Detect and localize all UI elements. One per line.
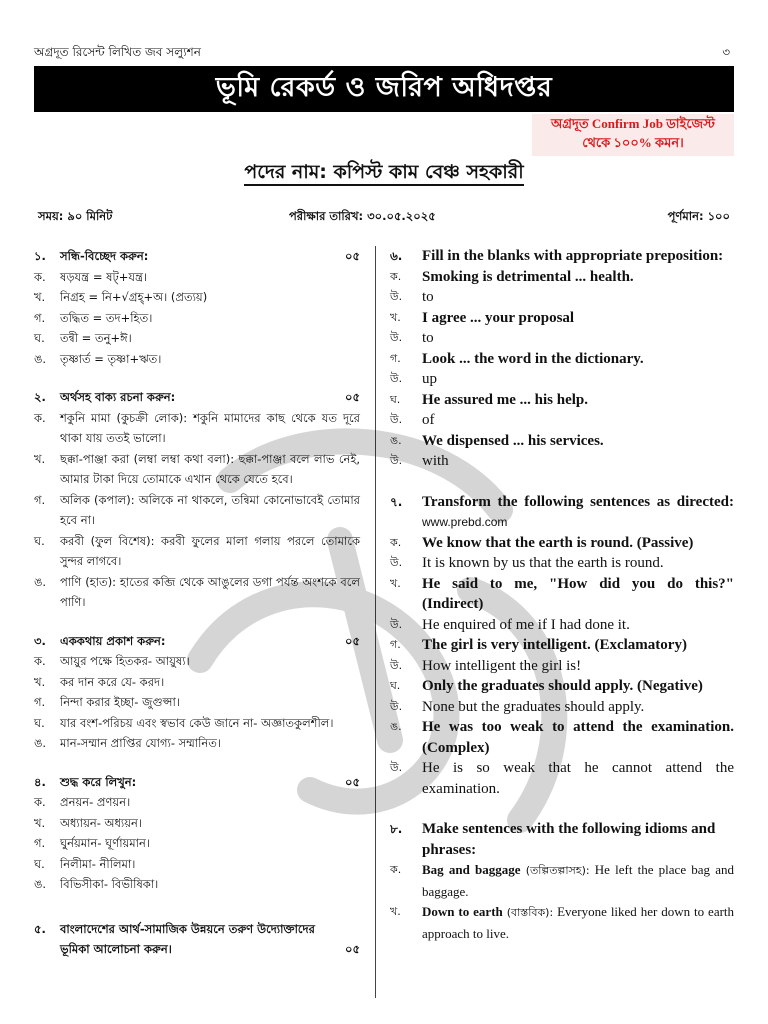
answer-item: উ. How intelligent the girl is! bbox=[390, 657, 582, 674]
question-title: Transform the following sentences as directed: bbox=[422, 493, 734, 510]
question-1 bbox=[34, 246, 360, 369]
website-link[interactable]: www.prebd.com bbox=[422, 515, 508, 529]
question-heading bbox=[390, 492, 734, 533]
question-6 bbox=[390, 246, 734, 472]
list-item: ঘ. Only the graduates should apply. (Negative) bbox=[390, 678, 703, 694]
department-title: ভূমি রেকর্ড ও জরিপ অধিদপ্তর bbox=[215, 71, 553, 103]
answer-item: উ. up bbox=[390, 371, 437, 387]
list-item: ঘ. He assured me ... his help. bbox=[390, 391, 588, 408]
list-item: খ. নিগ্রহ = নি+√গ্রহ্+অ। (প্রত্যয়) bbox=[34, 290, 208, 304]
idiom: Down to earth bbox=[422, 904, 503, 919]
idiom-sentence: He left the place bag and baggage. bbox=[422, 862, 735, 899]
list-item: ক. We know that the earth is round. (Passive) bbox=[390, 534, 694, 551]
list-item: ক. প্রনয়ন- প্রণয়ন। bbox=[34, 795, 131, 809]
list-item: খ. ছক্কা-পাঞ্জা করা (লম্বা লম্বা কথা বলা): ছক্কা-পাঞ্জা বলে লাভ নেই, আমার টাকা দিয়ে তোমাকে এখান থেকে যেতে হবে। bbox=[34, 451, 360, 486]
question-3 bbox=[34, 631, 360, 754]
question-number: ১. bbox=[34, 249, 46, 263]
page-number: ৩ bbox=[722, 45, 730, 59]
answer-item: উ. with bbox=[390, 453, 449, 469]
list-item: গ. Look ... the word in the dictionary. bbox=[390, 350, 644, 367]
list-item: ঙ. তৃষ্ণার্ত = তৃষ্ণা+ঋত। bbox=[34, 351, 162, 366]
question-marks: ০৫ bbox=[345, 774, 360, 789]
question-marks: ০৫ bbox=[345, 390, 360, 404]
question-marks: ০৫ bbox=[345, 633, 360, 648]
list-item: খ. কর দান করে যে- করদ। bbox=[34, 674, 165, 689]
question-heading bbox=[34, 387, 360, 408]
question-heading bbox=[34, 772, 360, 793]
question-marks: ০৫ bbox=[345, 249, 360, 263]
post-title bbox=[0, 158, 768, 190]
question-heading bbox=[34, 631, 360, 652]
list-item: ঙ. মান-সম্মান প্রাপ্তির যোগ্য- সম্মানিত। bbox=[34, 736, 222, 750]
list-item: গ. তদ্ধিত = তদ+হিত। bbox=[34, 310, 153, 325]
question-title: শুদ্ধ করে লিখুন: bbox=[60, 774, 137, 789]
idiom-meaning: (বাস্তবিক): bbox=[506, 906, 554, 919]
list-item: ঘ. যার বংশ-পরিচয় এবং স্বভাব কেউ জানে না- অজ্ঞাতকুলশীল। bbox=[34, 715, 334, 730]
list-item: ঙ. পাণি (হাত): হাতের কব্জি থেকে আঙুলের ডগা পর্যন্ত অংশকে বলে পাণি। bbox=[34, 574, 360, 609]
list-item: খ. I agree ... your proposal bbox=[390, 309, 575, 326]
post-title-text: পদের নাম: কপিস্ট কাম বেঞ্চ সহকারী bbox=[244, 161, 523, 186]
question-number: ৬. bbox=[390, 249, 403, 263]
list-item: ঘ. তন্বী = তনু+ঈ। bbox=[34, 331, 132, 345]
exam-meta bbox=[34, 208, 734, 226]
full-marks: পূর্ণমান: ১০০ bbox=[667, 209, 730, 223]
answer-item: উ. to bbox=[390, 330, 434, 346]
question-5 bbox=[34, 919, 360, 960]
list-item: খ. Down to earth (বাস্তবিক): Everyone liked her down to earth approach to live. bbox=[390, 904, 735, 941]
list-item: ঙ. We dispensed ... his services. bbox=[390, 432, 604, 449]
list-item: ঘ. নিলীমা- নীলিমা। bbox=[34, 856, 136, 871]
question-title: Fill in the blanks with appropriate preposition: bbox=[422, 248, 724, 264]
answer-item: উ. He is so weak that he cannot attend the examination. bbox=[390, 760, 734, 797]
list-item: ঙ. বিভিসীকা- বিভীষিকা। bbox=[34, 877, 159, 891]
question-number: ৮. bbox=[390, 822, 403, 836]
question-heading bbox=[390, 819, 734, 860]
promo-stamp bbox=[532, 114, 734, 156]
right-column bbox=[390, 246, 734, 964]
question-4 bbox=[34, 772, 360, 895]
left-column bbox=[34, 246, 360, 978]
column-divider bbox=[375, 246, 376, 998]
list-item: গ. The girl is very intelligent. (Exclamatory) bbox=[390, 637, 687, 653]
question-number: ৫. bbox=[34, 921, 46, 936]
list-item: ক. Bag and baggage (তল্পিতল্পাসহ): He left the place bag and baggage. bbox=[390, 862, 735, 899]
exam-time: সময়: ৯০ মিনিট bbox=[38, 209, 113, 223]
promo-line-1: অগ্রদূত Confirm Job ডাইজেস্ট bbox=[551, 116, 715, 131]
question-number: ২. bbox=[34, 390, 46, 404]
question-heading bbox=[34, 246, 360, 267]
list-item: ঙ. He was too weak to attend the examination. (Complex) bbox=[390, 719, 734, 756]
answer-item: উ. None but the graduates should apply. bbox=[390, 698, 645, 715]
answer-item: উ. to bbox=[390, 289, 434, 305]
question-title: বাংলাদেশের আর্থ-সামাজিক উন্নয়নে তরুণ উদ্যোক্তাদের ভূমিকা আলোচনা করুন। bbox=[60, 921, 315, 956]
book-series-title: অগ্রদূত রিসেন্ট লিখিত জব সল্যুশন bbox=[34, 45, 201, 59]
list-item: ক. Smoking is detrimental ... health. bbox=[390, 268, 634, 285]
question-title: Make sentences with the following idioms and phrases: bbox=[422, 821, 716, 858]
question-8 bbox=[390, 819, 734, 944]
question-title: সন্ধি-বিচ্ছেদ করুন: bbox=[60, 249, 149, 263]
idiom: Bag and baggage bbox=[422, 862, 521, 877]
department-title-bar bbox=[34, 66, 734, 112]
list-item: ঘ. করবী (ফুল বিশেষ): করবী ফুলের মালা গলায় পরলে তোমাকে সুন্দর লাগবে। bbox=[34, 533, 360, 568]
list-item: ক. আয়ুর পক্ষে হিতকর- আয়ুষ্য। bbox=[34, 654, 190, 668]
list-item: গ. নিন্দা করার ইচ্ছা- জুগুপ্সা। bbox=[34, 695, 180, 709]
exam-date: পরীক্ষার তারিখ: ৩০.০৫.২০২৫ bbox=[289, 209, 436, 223]
promo-line-2: থেকে ১০০% কমন। bbox=[582, 135, 684, 150]
question-title: এককথায় প্রকাশ করুন: bbox=[60, 633, 166, 648]
answer-item: উ. He enquired of me if I had done it. bbox=[390, 616, 630, 633]
answer-item: উ. of bbox=[390, 412, 435, 428]
list-item: গ. ঘুর্নয়মান- ঘূর্ণায়মান। bbox=[34, 836, 150, 850]
idiom-sentence: Everyone liked her down to earth approach to live. bbox=[422, 904, 735, 941]
question-marks: ০৫ bbox=[345, 942, 360, 956]
list-item: ক. শকুনি মামা (কুচক্রী লোক): শকুনি মামাদের কাছ থেকে যত দূরে থাকা যায় ততই ভালো। bbox=[34, 410, 360, 445]
question-7 bbox=[390, 492, 734, 800]
question-number: ৪. bbox=[34, 774, 46, 789]
idiom-meaning: (তল্পিতল্পাসহ): bbox=[525, 864, 590, 877]
question-title: অর্থসহ বাক্য রচনা করুন: bbox=[60, 390, 176, 404]
question-2 bbox=[34, 387, 360, 613]
list-item: খ. He said to me, "How did you do this?" (Indirect) bbox=[390, 575, 734, 612]
answer-item: উ. It is known by us that the earth is round. bbox=[390, 555, 664, 571]
running-header bbox=[34, 44, 734, 62]
question-number: ৭. bbox=[390, 494, 403, 509]
question-heading bbox=[34, 919, 360, 960]
question-heading bbox=[390, 246, 734, 267]
list-item: খ. অধ্যায়ন- অধ্যয়ন। bbox=[34, 815, 143, 830]
list-item: গ. অলিক (কপাল): অলিকে না থাকলে, তন্বিমা কোনোভাবেই তোমার হবে না। bbox=[34, 492, 360, 527]
list-item: ক. ষড়যন্ত্র = ষট্+যন্ত্র। bbox=[34, 269, 148, 284]
question-number: ৩. bbox=[34, 633, 46, 648]
